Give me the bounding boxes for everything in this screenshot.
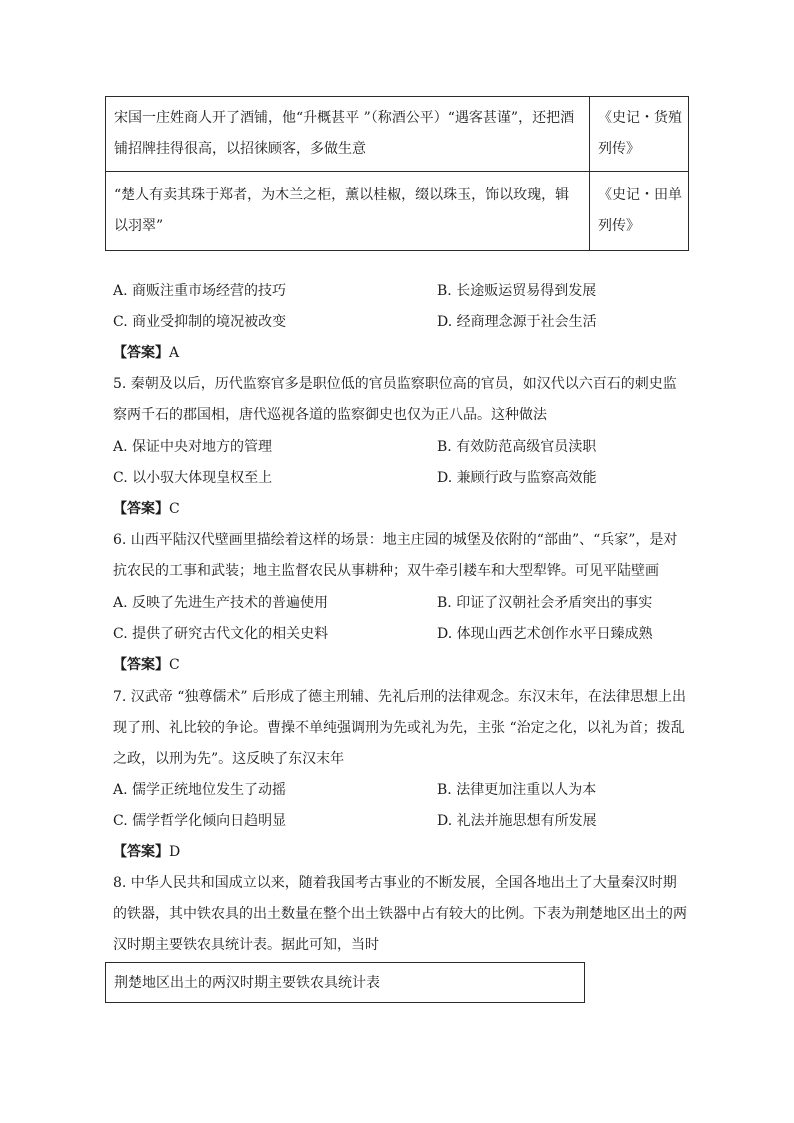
q4-option-a: A. 商贩注重市场经营的技巧 [113, 283, 287, 299]
answer-value: A [169, 345, 180, 361]
q7-answer [113, 842, 180, 862]
q5-option-d: D. 兼顾行政与监察高效能 [437, 470, 597, 486]
q5-option-c: C. 以小驭大体现皇权至上 [113, 470, 273, 486]
table-cell-source: 《史记・货殖列传》 [590, 97, 689, 172]
q8-stem: 8. 中华人民共和国成立以来，随着我国考古事业的不断发展，全国各地出土了大量秦汉时期的铁器，其中铁农具的出土数量在整个出土铁器中占有较大的比例。下表为荆楚地区出土的两汉时期主要铁农具统计表。据此可知，当时 [113, 875, 687, 953]
answer-value: C [169, 657, 180, 673]
answer-tag: 【答案】 [113, 844, 169, 860]
q4-option-b: B. 长途贩运贸易得到发展 [437, 283, 597, 299]
q5-option-b: B. 有效防范高级官员渎职 [437, 439, 597, 455]
q4-option-d: D. 经商理念源于社会生活 [437, 314, 597, 330]
q6-stem: 6. 山西平陆汉代壁画里描绘着这样的场景：地主庄园的城堡及依附的“部曲”、“兵家”，是对抗农民的工事和武装；地主监督农民从事耕种；双牛牵引耧车和大型犁铧。可见平陆壁画 [113, 532, 678, 579]
source-table [105, 96, 689, 251]
table-cell-text: “楚人有卖其珠于郑者，为木兰之柜，薰以桂椒，缀以珠玉，饰以玫瑰，辑以羽翠” [106, 172, 590, 251]
q7-stem: 7. 汉武帝 “独尊儒术” 后形成了德主刑辅、先礼后刑的法律观念。东汉末年，在法律思想上出现了刑、礼比较的争论。曹操不单纯强调刑为先或礼为先，主张 “治定之化，以礼为首；拨乱之政，以刑为先”。这反映了东汉末年 [113, 689, 687, 767]
q6-option-a: A. 反映了先进生产技术的普遍使用 [113, 595, 329, 611]
q7-option-a: A. 儒学正统地位发生了动摇 [113, 782, 287, 798]
table-row [106, 97, 689, 172]
q4-option-c: C. 商业受抑制的境况被改变 [113, 314, 287, 330]
q5-option-a: A. 保证中央对地方的管理 [113, 439, 273, 455]
q7-option-d: D. 礼法并施思想有所发展 [437, 813, 597, 829]
q5-stem: 5. 秦朝及以后，历代监察官多是职位低的官员监察职位高的官员，如汉代以六百石的刺史监察两千石的郡国相，唐代巡视各道的监察御史也仅为正八品。这种做法 [113, 376, 677, 423]
answer-tag: 【答案】 [113, 345, 169, 361]
table-row [106, 172, 689, 251]
table-cell-source: 《史记・田单列传》 [590, 172, 689, 251]
answer-value: C [169, 501, 180, 517]
q6-option-d: D. 体现山西艺术创作水平日臻成熟 [437, 626, 653, 642]
table-caption: 荆楚地区出土的两汉时期主要铁农具统计表 [105, 962, 585, 1003]
q6-option-b: B. 印证了汉朝社会矛盾突出的事实 [437, 595, 653, 611]
q7-option-b: B. 法律更加注重以人为本 [437, 782, 597, 798]
q7-option-c: C. 儒学哲学化倾向日趋明显 [113, 813, 287, 829]
answer-tag: 【答案】 [113, 657, 169, 673]
table-cell-text: 宋国一庄姓商人开了酒铺，他“升概甚平 ”（称酒公平）“遇客甚谨”，还把酒铺招牌挂得很高，以招徕顾客，多做生意 [106, 97, 590, 172]
answer-tag: 【答案】 [113, 501, 169, 517]
q6-answer [113, 655, 180, 675]
q4-answer [113, 343, 179, 363]
q5-answer [113, 499, 180, 519]
q6-option-c: C. 提供了研究古代文化的相关史料 [113, 626, 329, 642]
answer-value: D [169, 844, 181, 860]
